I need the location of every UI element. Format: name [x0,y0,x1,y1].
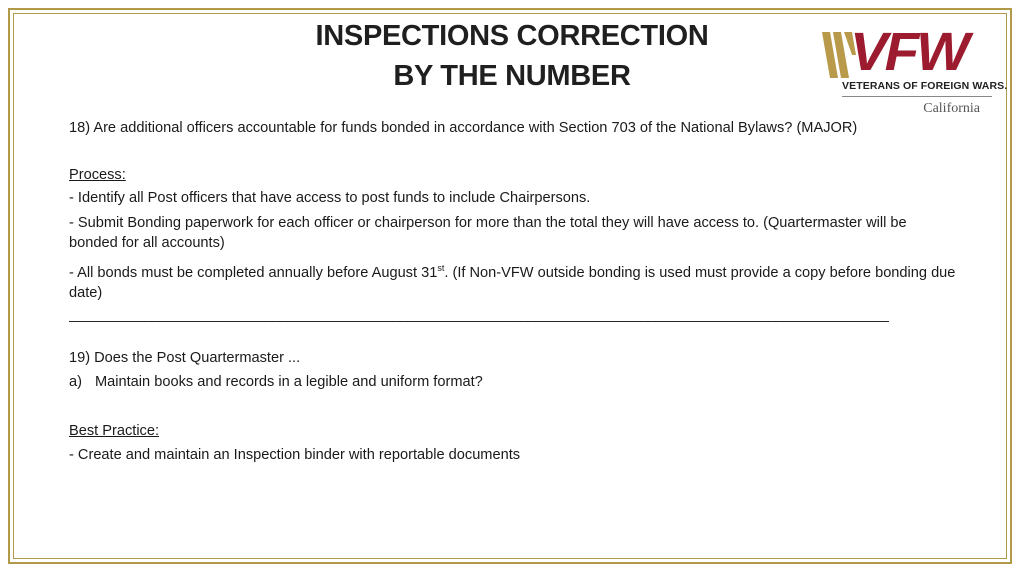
slide-body [69,118,959,466]
question-19-item-a [69,372,959,393]
question-19: 19) Does the Post Quartermaster ... [69,349,301,366]
process-bullet-3 [69,258,959,304]
vfw-logo-subtitle: VETERANS OF FOREIGN WARS. [842,80,1008,92]
process-bullet-3-rest: . (If Non-VFW outside bonding is used must provide a copy before bonding due date) [69,264,956,301]
slide-title-line-2: BY THE NUMBER [393,60,631,92]
vfw-logo-state: California [923,101,980,116]
best-practice-item: - Create and maintain an Inspection binder with reportable documents [69,447,521,464]
vfw-logo [822,22,1008,120]
slide-title-line-1: INSPECTIONS CORRECTION [315,20,709,52]
process-bullet-1: - Identify all Post officers that have access to post funds to include Chairpersons. [69,190,591,206]
vfw-logo-letters: VFW [850,22,967,82]
ordinal-suffix: st [437,262,445,273]
best-practice-heading: Best Practice: [69,422,160,439]
process-bullet-3-text: - All bonds must be completed annually before August 31 [69,264,438,281]
process-bullet-2: - Submit Bonding paperwork for each officer or chairperson for more than the total they will have access to. (Quartermaster will be bonded for all accounts) [69,214,907,251]
question-18: 18) Are additional officers accountable for funds bonded in accordance with Section 703 of the National Bylaws? (MAJOR) [69,120,858,136]
section-separator: _____________________________________________________________________________________________________________ [69,307,889,324]
process-heading: Process: [69,166,126,183]
item-label: a) [69,374,82,391]
vfw-logo-divider [842,96,992,97]
item-text: Maintain books and records in a legible and uniform format? [95,374,483,391]
